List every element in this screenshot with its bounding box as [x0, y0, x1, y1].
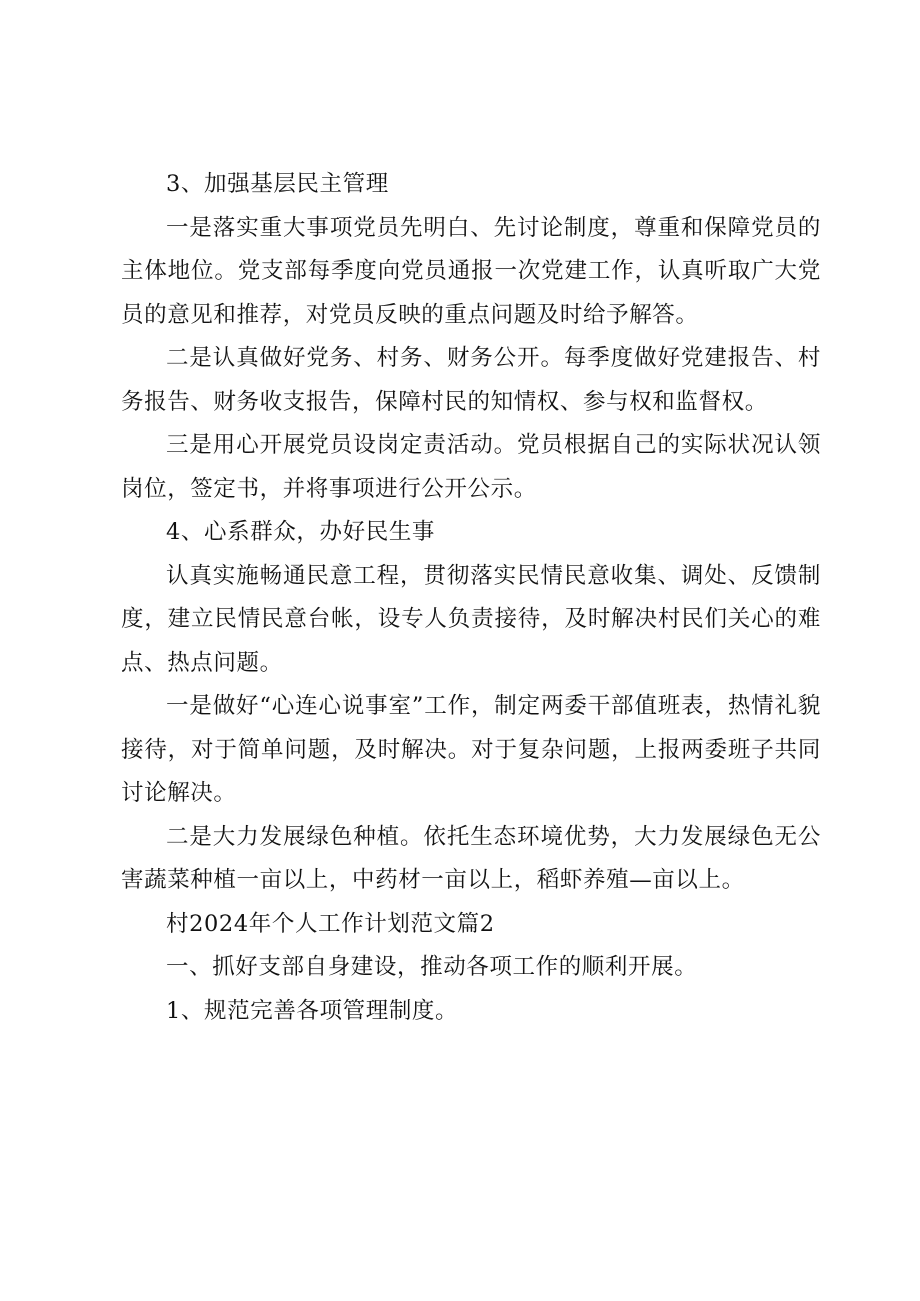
paragraph: 认真实施畅通民意工程，贯彻落实民情民意收集、调处、反馈制度，建立民情民意台帐，设专人负责接待，及时解决村民们关心的难点、热点问题。	[121, 562, 821, 676]
document-body	[121, 163, 821, 1033]
paragraph: 一是落实重大事项党员先明白、先讨论制度，尊重和保障党员的主体地位。党支部每季度向党员通报一次党建工作，认真听取广大党员的意见和推荐，对党员反映的重点问题及时给予解答。	[121, 214, 821, 328]
subsection-heading-1: 1、规范完善各项管理制度。	[166, 997, 459, 1024]
article-title: 村2024年个人工作计划范文篇2	[166, 910, 495, 937]
paragraph: 三是用心开展党员设岗定责活动。党员根据自己的实际状况认领岗位，签定书，并将事项进行公开公示。	[121, 432, 821, 502]
section-heading-4: 4、心系群众，办好民生事	[166, 519, 436, 545]
section-heading-3: 3、加强基层民主管理	[166, 171, 389, 197]
paragraph: 一是做好“心连心说事室”工作，制定两委干部值班表，热情礼貌接待，对于简单问题，及时解决。对于复杂问题，上报两委班子共同讨论解决。	[121, 693, 821, 806]
section-heading-1: 一、抓好支部自身建设，推动各项工作的顺利开展。	[166, 954, 698, 980]
paragraph: 二是大力发展绿色种植。依托生态环境优势，大力发展绿色无公害蔬菜种植一亩以上，中药材一亩以上，稻虾养殖—亩以上。	[121, 823, 821, 893]
paragraph: 二是认真做好党务、村务、财务公开。每季度做好党建报告、村务报告、财务收支报告，保障村民的知情权、参与权和监督权。	[121, 345, 821, 415]
